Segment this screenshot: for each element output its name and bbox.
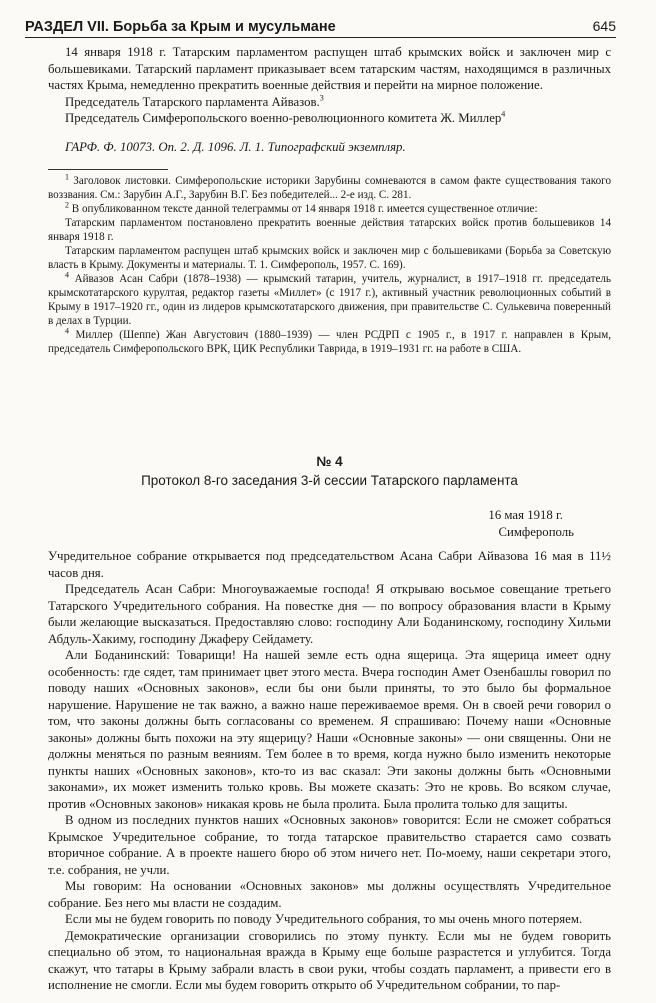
footnote-ref: 3 bbox=[319, 93, 324, 103]
document-title: Протокол 8-го заседания 3-й сессии Татарского парламента bbox=[141, 472, 518, 488]
leaflet-signature-aivazov: Председатель Татарского парламента Айвазов.$^3$ bbox=[65, 93, 324, 109]
archive-source: ГАРФ. Ф. 10073. Оп. 2. Д. 1096. Л. 1. Типографский экземпляр. bbox=[65, 139, 406, 154]
protocol-paragraph: Демократические организации сговорились по этому пункту. Если мы не будем говорить специально об этом, то национальная вражда в Крыму еще больше разрастется и углубится. Тогда скажут, что татары в Крыму забрали власть в свои руки, чтобы создать парламент, а привести его в исполнение не смогли. Если мы будем говорить открыто об Учредительном собрании, то пар- bbox=[48, 928, 611, 992]
footnote-ref: 4 bbox=[501, 109, 506, 119]
running-head bbox=[25, 18, 616, 35]
footnote-2-quote-b: Татарским парламентом распущен штаб крымских войск и заключен мир с большевиками (Борьба за Советскую власть в Крыму. Документы и материалы. Т. 1. Симферополь, 1957. С. 169). bbox=[48, 245, 611, 271]
footnote-rule bbox=[48, 169, 168, 170]
footnote-2-quote-a: Татарским парламентом постановлено прекратить военные действия татарских войск против большевиков 14 января 1918 г. bbox=[48, 217, 611, 243]
leaflet-paragraph: 14 января 1918 г. Татарским парламентом распущен штаб крымских войск и заключен мир с большевиками. Татарский парламент приказывает всем татарским частям, находящимся в различных частях Крыма, немедленно прекратить военные действия и перейти на мирное положение. bbox=[48, 45, 611, 92]
protocol-paragraph: Если мы не будем говорить по поводу Учредительного собрания, то мы очень много потеряем. bbox=[65, 912, 583, 926]
protocol-paragraph: Али Боданинский: Товарищи! На нашей земле есть одна ящерица. Эта ящерица имеет одну особенность: где сядет, там принимает цвет этого места. Вчера господин Амет Озенбашлы говорил по поводу наших «Основных законов», если бы они были приняты, то это было бы формальное нарушение. Нарушение не так важно, а важно наше переживаемое время. Он в своей речи говорил о том, что законы должны быть согласованы со временем. Я спрашиваю: Почему наши «Основные законы» должны быть похожи на эту ящерицу? Наши «Основные законы» — они священны. Они не должны меняться по разным веяниям. Тем более в то время, когда нужно было изменить некоторые пункты наших «Основных законов», кто-то из вас сказал: Эти законы должны быть «Основными законами», их может изменить только кровь. Вы можете сказать: Это не кровь. Во всяком случае, против «Основных законов» никакая кровь не была пролита. Была пролита только для защиты. bbox=[48, 648, 611, 811]
page-content bbox=[48, 44, 611, 994]
footnote-3: $^4$ Айвазов Асан Сабри (1878–1938) — крымский татарин, учитель, журналист, в 1917–1918 гг. председатель крымскотатарского курултая, редактор газеты «Миллет» (с 1917 г.), активный участник революционных событий в Крыму в 1917–1920 гг., один из лидеров крымскотатарского движения, при правительстве С. Сулькевича поверенный в делах в Турции. bbox=[48, 270, 611, 327]
footnote-4: $^4$ Миллер (Шеппе) Жан Августович (1880–1939) — член РСДРП с 1905 г., в 1917 г. направлен в Крым, председатель Симферопольского ВРК, ЦИК Республики Таврида, в 1919–1931 гг. на работе в США. bbox=[48, 326, 611, 355]
footnote-1: $^1$ Заголовок листовки. Симферопольские историки Зарубины сомневаются в самом факте существования такого воззвания. См.: Зарубин А.Г., Зарубин В.Г. Без победителей... 2-е изд. С. 281. bbox=[48, 172, 611, 201]
footnote-2: $^2$ В опубликованном тексте данной телеграммы от 14 января 1918 г. имеется существенное отличие: bbox=[65, 200, 538, 215]
protocol-paragraph: Мы говорим: На основании «Основных законов» мы должны осуществлять Учредительное собрание. Без него мы власти не создадим. bbox=[48, 879, 611, 910]
protocol-paragraph: В одном из последних пунктов наших «Основных законов» говорится: Если не сможет собраться Крымское Учредительное собрание, то тогда татарское правительство старается само созвать вторичное собрание. А в проекте нашего бюро об этом ничего нет. По-моему, наши секретари этого, т.е. собрания, не учли. bbox=[48, 813, 611, 877]
protocol-paragraph: Учредительное собрание открывается под председательством Асана Сабри Айвазова 16 мая в 11½ часов дня. bbox=[48, 549, 611, 580]
header-rule bbox=[25, 37, 616, 38]
document-place: Симферополь bbox=[498, 524, 574, 539]
page-number: 645 bbox=[592, 18, 616, 34]
document-number: № 4 bbox=[316, 454, 343, 469]
document-date: 16 мая 1918 г. bbox=[488, 508, 563, 522]
section-title: РАЗДЕЛ VII. Борьба за Крым и мусульмане bbox=[25, 19, 336, 35]
date-place-block bbox=[48, 507, 611, 540]
protocol-paragraph: Председатель Асан Сабри: Многоуважаемые господа! Я открываю восьмое совещание третьего Татарского Учредительного собрания. На повестке дня — по вопросу образования власти в Крыму были желающие высказаться. Предоставляю слово: господину Али Боданинскому, господину Хильми Абдуль-Хакиму, господину Джаферу Сейдамету. bbox=[48, 582, 611, 646]
leaflet-signature-miller: Председатель Симферопольского военно-революционного комитета Ж. Миллер$^4$ bbox=[65, 109, 506, 125]
